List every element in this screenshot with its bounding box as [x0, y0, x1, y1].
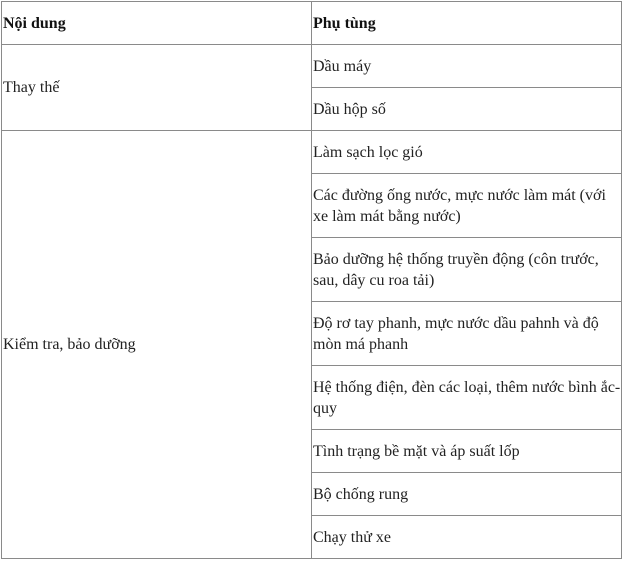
- header-content: Nội dung: [2, 2, 312, 45]
- category-cell-replace: Thay thế: [2, 45, 312, 131]
- part-cell: Dầu máy: [312, 45, 622, 88]
- part-cell: Hệ thống điện, đèn các loại, thêm nước bình ắc-quy: [312, 366, 622, 430]
- maintenance-table: [1, 1, 622, 559]
- part-cell: Bộ chống rung: [312, 473, 622, 516]
- part-cell: Chạy thử xe: [312, 516, 622, 559]
- table-row: [2, 45, 622, 88]
- part-cell: Bảo dưỡng hệ thống truyền động (côn trước, sau, dây cu roa tải): [312, 238, 622, 302]
- part-cell: Các đường ống nước, mực nước làm mát (với xe làm mát bằng nước): [312, 174, 622, 238]
- table-row: [2, 131, 622, 174]
- part-cell: Độ rơ tay phanh, mực nước dầu pahnh và độ mòn má phanh: [312, 302, 622, 366]
- part-cell: Tình trạng bề mặt và áp suất lốp: [312, 430, 622, 473]
- category-cell-inspect: Kiểm tra, bảo dưỡng: [2, 131, 312, 559]
- header-parts: Phụ tùng: [312, 2, 622, 45]
- part-cell: Dầu hộp số: [312, 88, 622, 131]
- part-cell: Làm sạch lọc gió: [312, 131, 622, 174]
- header-row: [2, 2, 622, 45]
